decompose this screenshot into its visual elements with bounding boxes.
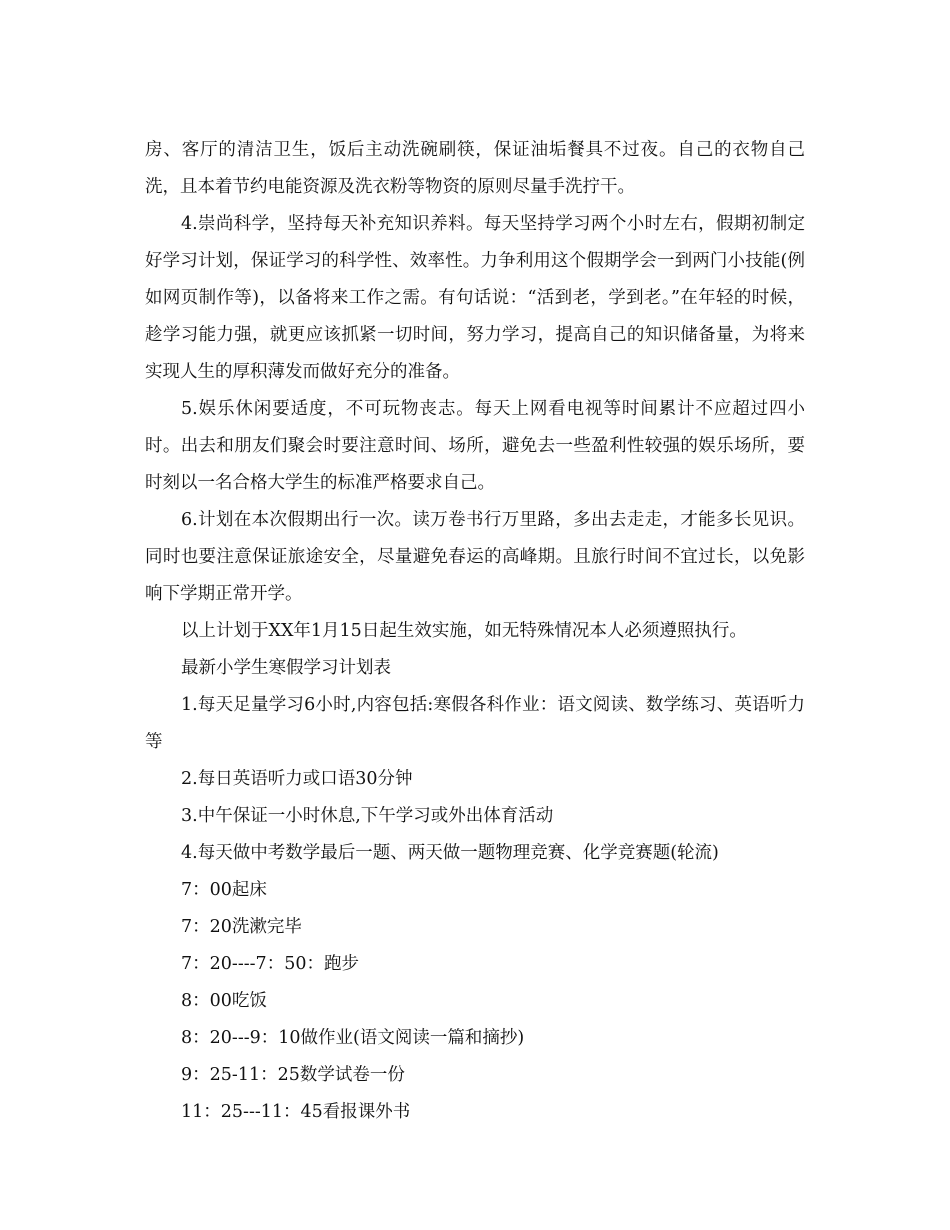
schedule-line: 9：25-11：25数学试卷一份 xyxy=(181,1065,405,1085)
plan-item-3: 3.中午保证一小时休息,下午学习或外出体育活动 xyxy=(181,806,554,826)
plan-item-1: 1.每天足量学习6小时,内容包括:寒假各科作业：语文阅读、数学练习、英语听力等 xyxy=(145,695,805,752)
schedule-line: 8：00吃饭 xyxy=(181,991,267,1011)
schedule-line: 8：20---9：10做作业(语文阅读一篇和摘抄) xyxy=(181,1028,525,1048)
paragraph-effective-date: 以上计划于XX年1月15日起生效实施，如无特殊情况本人必须遵照执行。 xyxy=(181,621,747,641)
schedule-line: 11：25---11：45看报课外书 xyxy=(181,1102,411,1122)
paragraph-housework-continued: 房、客厅的清洁卫生，饭后主动洗碗刷筷，保证油垢餐具不过夜。自己的衣物自己洗，且本着节约电能资源及洗衣粉等物资的原则尽量手洗拧干。 xyxy=(145,140,805,197)
paragraph-item-4-science: 4.崇尚科学，坚持每天补充知识养料。每天坚持学习两个小时左右，假期初制定好学习计划，保证学习的科学性、效率性。力争利用这个假期学会一到两门小技能(例如网页制作等)，以备将来工作之需。有句话说：“活到老，学到老。”在年轻的时候，趁学习能力强，就更应该抓紧一切时间，努力学习，提高自己的知识储备量，为将来实现人生的厚积薄发而做好充分的准备。 xyxy=(145,214,805,382)
schedule-line: 7：20洗漱完毕 xyxy=(181,917,302,937)
plan-item-4: 4.每天做中考数学最后一题、两天做一题物理竞赛、化学竞赛题(轮流) xyxy=(181,843,719,863)
section-title-winter-plan: 最新小学生寒假学习计划表 xyxy=(181,658,391,678)
paragraph-item-6-travel: 6.计划在本次假期出行一次。读万卷书行万里路，多出去走走，才能多长见识。同时也要注意保证旅途安全，尽量避免春运的高峰期。且旅行时间不宜过长，以免影响下学期正常开学。 xyxy=(145,510,805,604)
paragraph-item-5-leisure: 5.娱乐休闲要适度，不可玩物丧志。每天上网看电视等时间累计不应超过四小时。出去和朋友们聚会时要注意时间、场所，避免去一些盈利性较强的娱乐场所，要时刻以一名合格大学生的标准严格要求自己。 xyxy=(145,399,805,493)
document-body xyxy=(145,132,805,1131)
plan-item-2: 2.每日英语听力或口语30分钟 xyxy=(181,769,413,789)
schedule-line: 7：20----7：50：跑步 xyxy=(181,954,359,974)
schedule-line: 7：00起床 xyxy=(181,880,267,900)
